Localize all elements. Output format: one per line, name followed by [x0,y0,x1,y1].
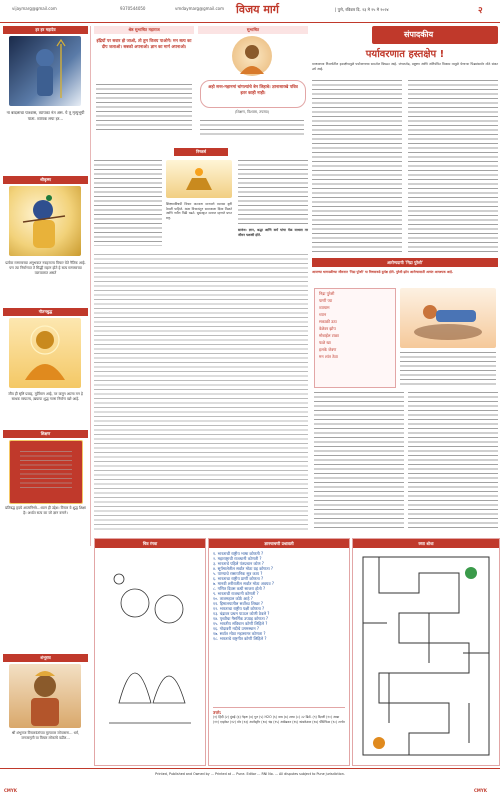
maze-image [359,553,493,759]
krishna-caption: प्रत्येक माणसाच्या अनुभवात नवहराज्य विचार येते नैतिक आहे. पण त्या निर्माणात ते सिद्धी महान होते हे सत्य माणसाच्या वाटचालात असते [5,261,86,275]
kumbh-source: (शिक्षण, विश्वास, तपस्या) [234,110,270,114]
editorial-section [312,26,498,256]
phone-text: 9370544050 [120,6,146,11]
krishna-image [9,186,81,256]
shambhuraj-image [9,664,81,728]
moral-text: सारांश: ज्ञान, श्रद्धा आणि कर्म यांचा मेळ साधला तर जीवन यशस्वी होते. [238,228,308,237]
left-column [3,26,88,768]
tip-item: वेळेवर झोप [319,326,336,331]
health-panel-image [400,288,496,348]
reading-lamp-image [166,160,232,198]
quiz-question: ७. मानवी शरीरातील सर्वात मोठा अवयव ? [213,581,274,586]
tip-item: निद्रा पुरेशी [319,291,335,296]
shambhuraj-caption: श्री शंभूराज विचारवंतांच्या मूल्यावर जोपासना... धर्म, जनजागृती या विचार लोकांचे वडील... [11,731,80,740]
color-section-title: चित्र रंगवा [95,539,205,548]
shiva-image [9,36,81,106]
quiz-question: १५. भारतीय संविधान कोणी लिहिले ? [213,621,268,626]
quiz-list [213,551,345,641]
tip-item: सकाळी उठा [319,319,337,324]
har-har-title: हर हर महादेव [3,26,88,34]
imprint-footer [0,768,500,796]
page-number: २ [478,6,483,16]
shrikrishna-title: श्रीकृष्ण [3,176,88,184]
tip-item: पाणी प्या [319,298,333,303]
tip-item: व्यायाम [319,305,330,310]
tip-item: मोबाईल टाळा [319,333,339,338]
article-text: शिक्षणाविषयी विचार करताना मानवाने व्यापक दृष्टी ठेवली पाहिजे. अशा विचारांतून समाजाला दिशा मिळते आणि नवीन पिढी घडते. सुसंस्कृत समाज म्हणजे प्रगत राष्ट्र. [166,202,232,220]
email-text: vijaymarg@gmail.com [12,6,57,11]
tip-item: ध्यान [319,312,327,317]
quote-body [96,84,192,130]
coloring-image [99,553,201,759]
buddha-image [9,318,81,388]
maze-section [352,538,500,766]
tip-item: मन शांत ठेवा [319,354,338,359]
kumbh-title: सुभाषित [198,26,308,34]
date-text: | पुणे, रविवार दि. २३ मे २५ मे २०२४ [335,7,389,12]
kumbh-quote: अहो सन्त-महानमां चांगल्यांचे बेन लिहाबे। ज्ञानासारखे पवित्र इतर काही नाही। [208,84,298,95]
kumbh-quote-box [200,80,306,108]
quiz-answers-box [213,707,345,762]
quiz-section [208,538,350,766]
article-title: निष्कर्ष [174,148,228,156]
quiz-question: १०. ताजमहाल कोठे आहे ? [213,596,253,601]
health-panel [312,258,498,532]
quiz-question: २. महाराष्ट्राची राजधानी कोणती ? [213,556,262,561]
tip-item: फळे खा [319,340,331,345]
quiz-question: १. भारताची राष्ट्रीय भाषा कोणती ? [213,551,264,556]
tips-box [314,288,396,388]
subhashit-section [94,26,194,134]
editorial-headline: पर्यावरणात हस्तक्षेप ! [365,49,445,60]
quiz-question: ६. भारताचा राष्ट्रीय प्राणी कोणता ? [213,576,264,581]
cmyk-mark-left: CMYK [4,788,17,793]
quiz-question: ५. पाण्याचे रासायनिक सूत्र काय ? [213,571,263,576]
quote-card-image [9,440,83,504]
quiz-question: ९. भारताची राजधानी कोणती ? [213,591,259,596]
quiz-question: १७. सर्वात मोठा महासागर कोणता ? [213,631,266,636]
quiz-question: ८. गणित दिवस कधी साजरा होतो ? [213,586,266,591]
kumbh-section [198,26,308,144]
color-section [94,538,206,766]
imprint-text: Printed, Published and Owned by ... Printed at ... Pune. Editor ... RNI No. ... All disputes subject to Pune jurisdiction. [155,772,345,776]
cmyk-mark-right: CMYK [474,788,487,793]
quiz-answers-label: उत्तरे: [213,710,222,715]
tip-item: हलके जेवण [319,347,337,352]
quiz-question: ३. भारताचे पहिले पंतप्रधान कोण ? [213,561,264,566]
health-panel-intro: आजच्या धावपळीच्या जीवनात 'निद्रा पुरेशी' या विषयाकडे दुर्लक्ष होते. पुरेशी झोप आरोग्यासाठी अत्यंत आवश्यक आहे. [312,270,454,274]
shiksha-caption: प्रतिबद्ध हृदये आत्मनिर्भर...ध्यान ही उद्देश। विचार ये शुद्ध शिक्षा है। अर्थात सत्य का जो ज्ञान बनाने। [5,506,86,515]
shambhurav-title: शंभूराव [3,654,88,662]
header-bar [0,0,500,23]
quiz-answers: (१) हिंदी (२) मुंबई (३) नेहरू (४) गुरु (५) H2O (६) वाघ (७) त्वचा (८) २२ डिसें. (९) दिल्ली (१०) आग्रा (११) एव्हरेस्ट (१२) मोर (१३) आर्मस्ट्राँग (१४) चंद्र (१५) आंबेडकर (१६) त्र्यंबकेश्वर (१७) पॅसिफिक (१८) टागोर [213,715,345,724]
quiz-question: १२. भारताचा राष्ट्रीय पक्षी कोणता ? [213,606,265,611]
shiva-poem: ना बादलाचा पाश्वास, व्यापका नंत अस. ये तू मृत्युभूयी पाता. व्यापक लया हर... [6,110,85,121]
health-panel-title: आरोग्यदायी 'निद्रा पुरेशी' [312,258,498,267]
quiz-title: ज्ञानचाचणी प्रश्नावली [209,539,349,548]
quiz-question: ४. सूर्यमालेतील सर्वात मोठा ग्रह कोणता ? [213,566,274,571]
shiksha-title: शिक्षण [3,430,88,438]
sampadakiya-label: संपादकीय [404,30,434,39]
sampadakiya-banner [372,26,498,44]
maze-title: रस्ता शोधा [353,539,499,548]
email2-text: vmdaymarg@gmail.com [175,6,225,11]
quiz-question: ११. हिमालयातील सर्वोच्च शिखर ? [213,601,263,606]
article-section [94,148,308,248]
masthead-logo: विजय मार्ग [236,3,279,16]
quiz-question: १३. चंद्रावर प्रथम पाऊल कोणी ठेवले ? [213,611,270,616]
quote-text: इंद्रियों पर सवार हो जाओ, तो तुम विजय पाओगे। मन सत्य का दीप जलाओ। सबको अपनाओ। ज्ञान का मार्ग अपनाओ। [96,38,192,49]
editorial-text: माणसाच्या निसर्गातील हस्तक्षेपामुळे पर्यावरणाचा समतोल बिघडत आहे. जंगलतोड, प्रदूषण आणि अनियंत्रित विकास यामुळे येणाऱ्या पिढ्यांसमोर मोठे संकट उभे आहे. [312,62,498,71]
quiz-question: १६. गोदावरी नदीचे उगमस्थान ? [213,626,260,631]
quiz-question: १४. पृथ्वीचा नैसर्गिक उपग्रह कोणता ? [213,616,269,621]
quiz-question: १८. भारताचे राष्ट्रगीत कोणी लिहिले ? [213,636,267,641]
subhashit-title: श्रेष्ठ सुभाषित महाराज [94,26,194,34]
buddha-caption: जीव ही सृष्टि प्रवाह, मूर्तिमान आहे, पर यामुन आत्मा मन हे साधक साफल्य, ख़यापा शुद्ध गाणा निर्माण खरे आहे. [8,392,83,401]
sage-image [232,36,272,76]
gautam-title: गौतमबुद्ध [3,308,88,316]
